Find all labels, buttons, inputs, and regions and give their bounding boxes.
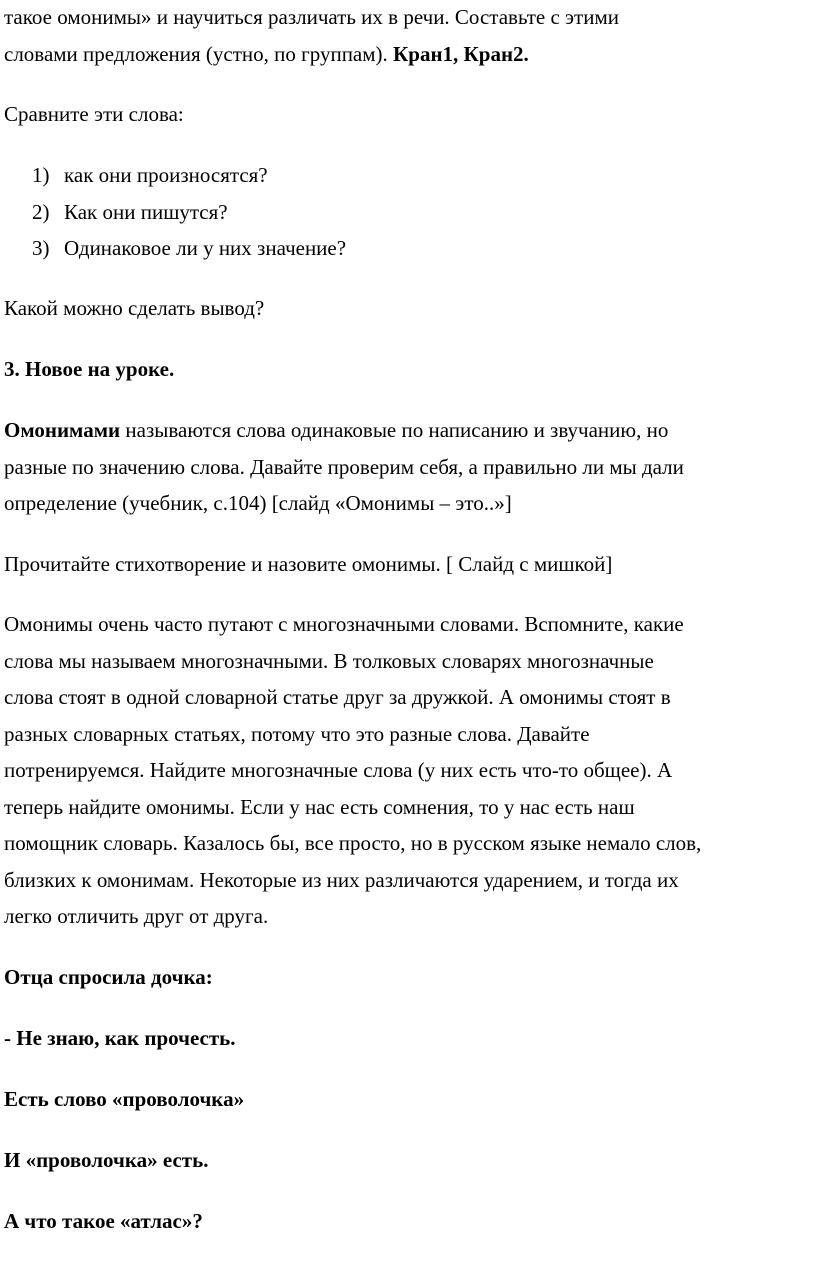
section-heading: 3. Новое на уроке. [4, 357, 175, 381]
poem-line: А что такое «атлас»? [4, 1209, 203, 1233]
compare-prompt: Сравните эти слова: [4, 102, 184, 126]
paragraph-line: слова стоят в одной словарной статье друг за дружкой. А омонимы стоят в [4, 685, 671, 709]
list-item [32, 200, 228, 224]
list-item-text: как они произносятся? [64, 163, 268, 187]
paragraph-line: слова мы называем многозначными. В толковых словарях многозначные [4, 649, 654, 673]
list-item-text: Одинаковое ли у них значение? [64, 236, 347, 260]
conclusion-question: Какой можно сделать вывод? [4, 296, 265, 320]
definition-line-1 [4, 418, 668, 442]
paragraph-line: близких к омонимам. Некоторые из них различаются ударением, и тогда их [4, 868, 679, 892]
paragraph-line: теперь найдите омонимы. Если у нас есть сомнения, то у нас есть наш [4, 795, 635, 819]
list-item-text: Как они пишутся? [64, 200, 228, 224]
definition-term: Омонимами [4, 418, 121, 442]
list-item-number: 1) [32, 163, 50, 187]
poem-task: Прочитайте стихотворение и назовите омонимы. [ Слайд с мишкой] [4, 552, 613, 576]
paragraph-line: легко отличить друг от друга. [4, 904, 269, 928]
intro-line-2 [4, 42, 529, 66]
poem-line: - Не знаю, как прочесть. [4, 1026, 236, 1050]
paragraph-line: разных словарных статьях, потому что это разные слова. Давайте [4, 722, 590, 746]
intro-line-2-bold: Кран1, Кран2. [393, 42, 529, 66]
poem-line: Есть слово «проволочка» [4, 1087, 245, 1111]
intro-line-2-text: словами предложения (устно, по группам). [4, 42, 394, 66]
poem-line: И «проволочка» есть. [4, 1148, 209, 1172]
list-item [32, 163, 268, 187]
poem-line: Отца спросила дочка: [4, 965, 213, 989]
list-item-number: 3) [32, 236, 50, 260]
intro-line-1: такое омонимы» и научиться различать их в речи. Составьте с этими [4, 5, 619, 29]
definition-line-1-rest: называются слова одинаковые по написанию и звучанию, но [120, 418, 669, 442]
paragraph-line: Омонимы очень часто путают с многозначными словами. Вспомните, какие [4, 612, 684, 636]
definition-line-2: разные по значению слова. Давайте проверим себя, а правильно ли мы дали [4, 455, 684, 479]
list-item-number: 2) [32, 200, 50, 224]
definition-line-3: определение (учебник, с.104) [слайд «Омонимы – это..»] [4, 491, 512, 515]
paragraph-line: помощник словарь. Казалось бы, все просто, но в русском языке немало слов, [4, 831, 702, 855]
paragraph-line: потренируемся. Найдите многозначные слова (у них есть что-то общее). А [4, 758, 673, 782]
list-item [32, 236, 346, 260]
